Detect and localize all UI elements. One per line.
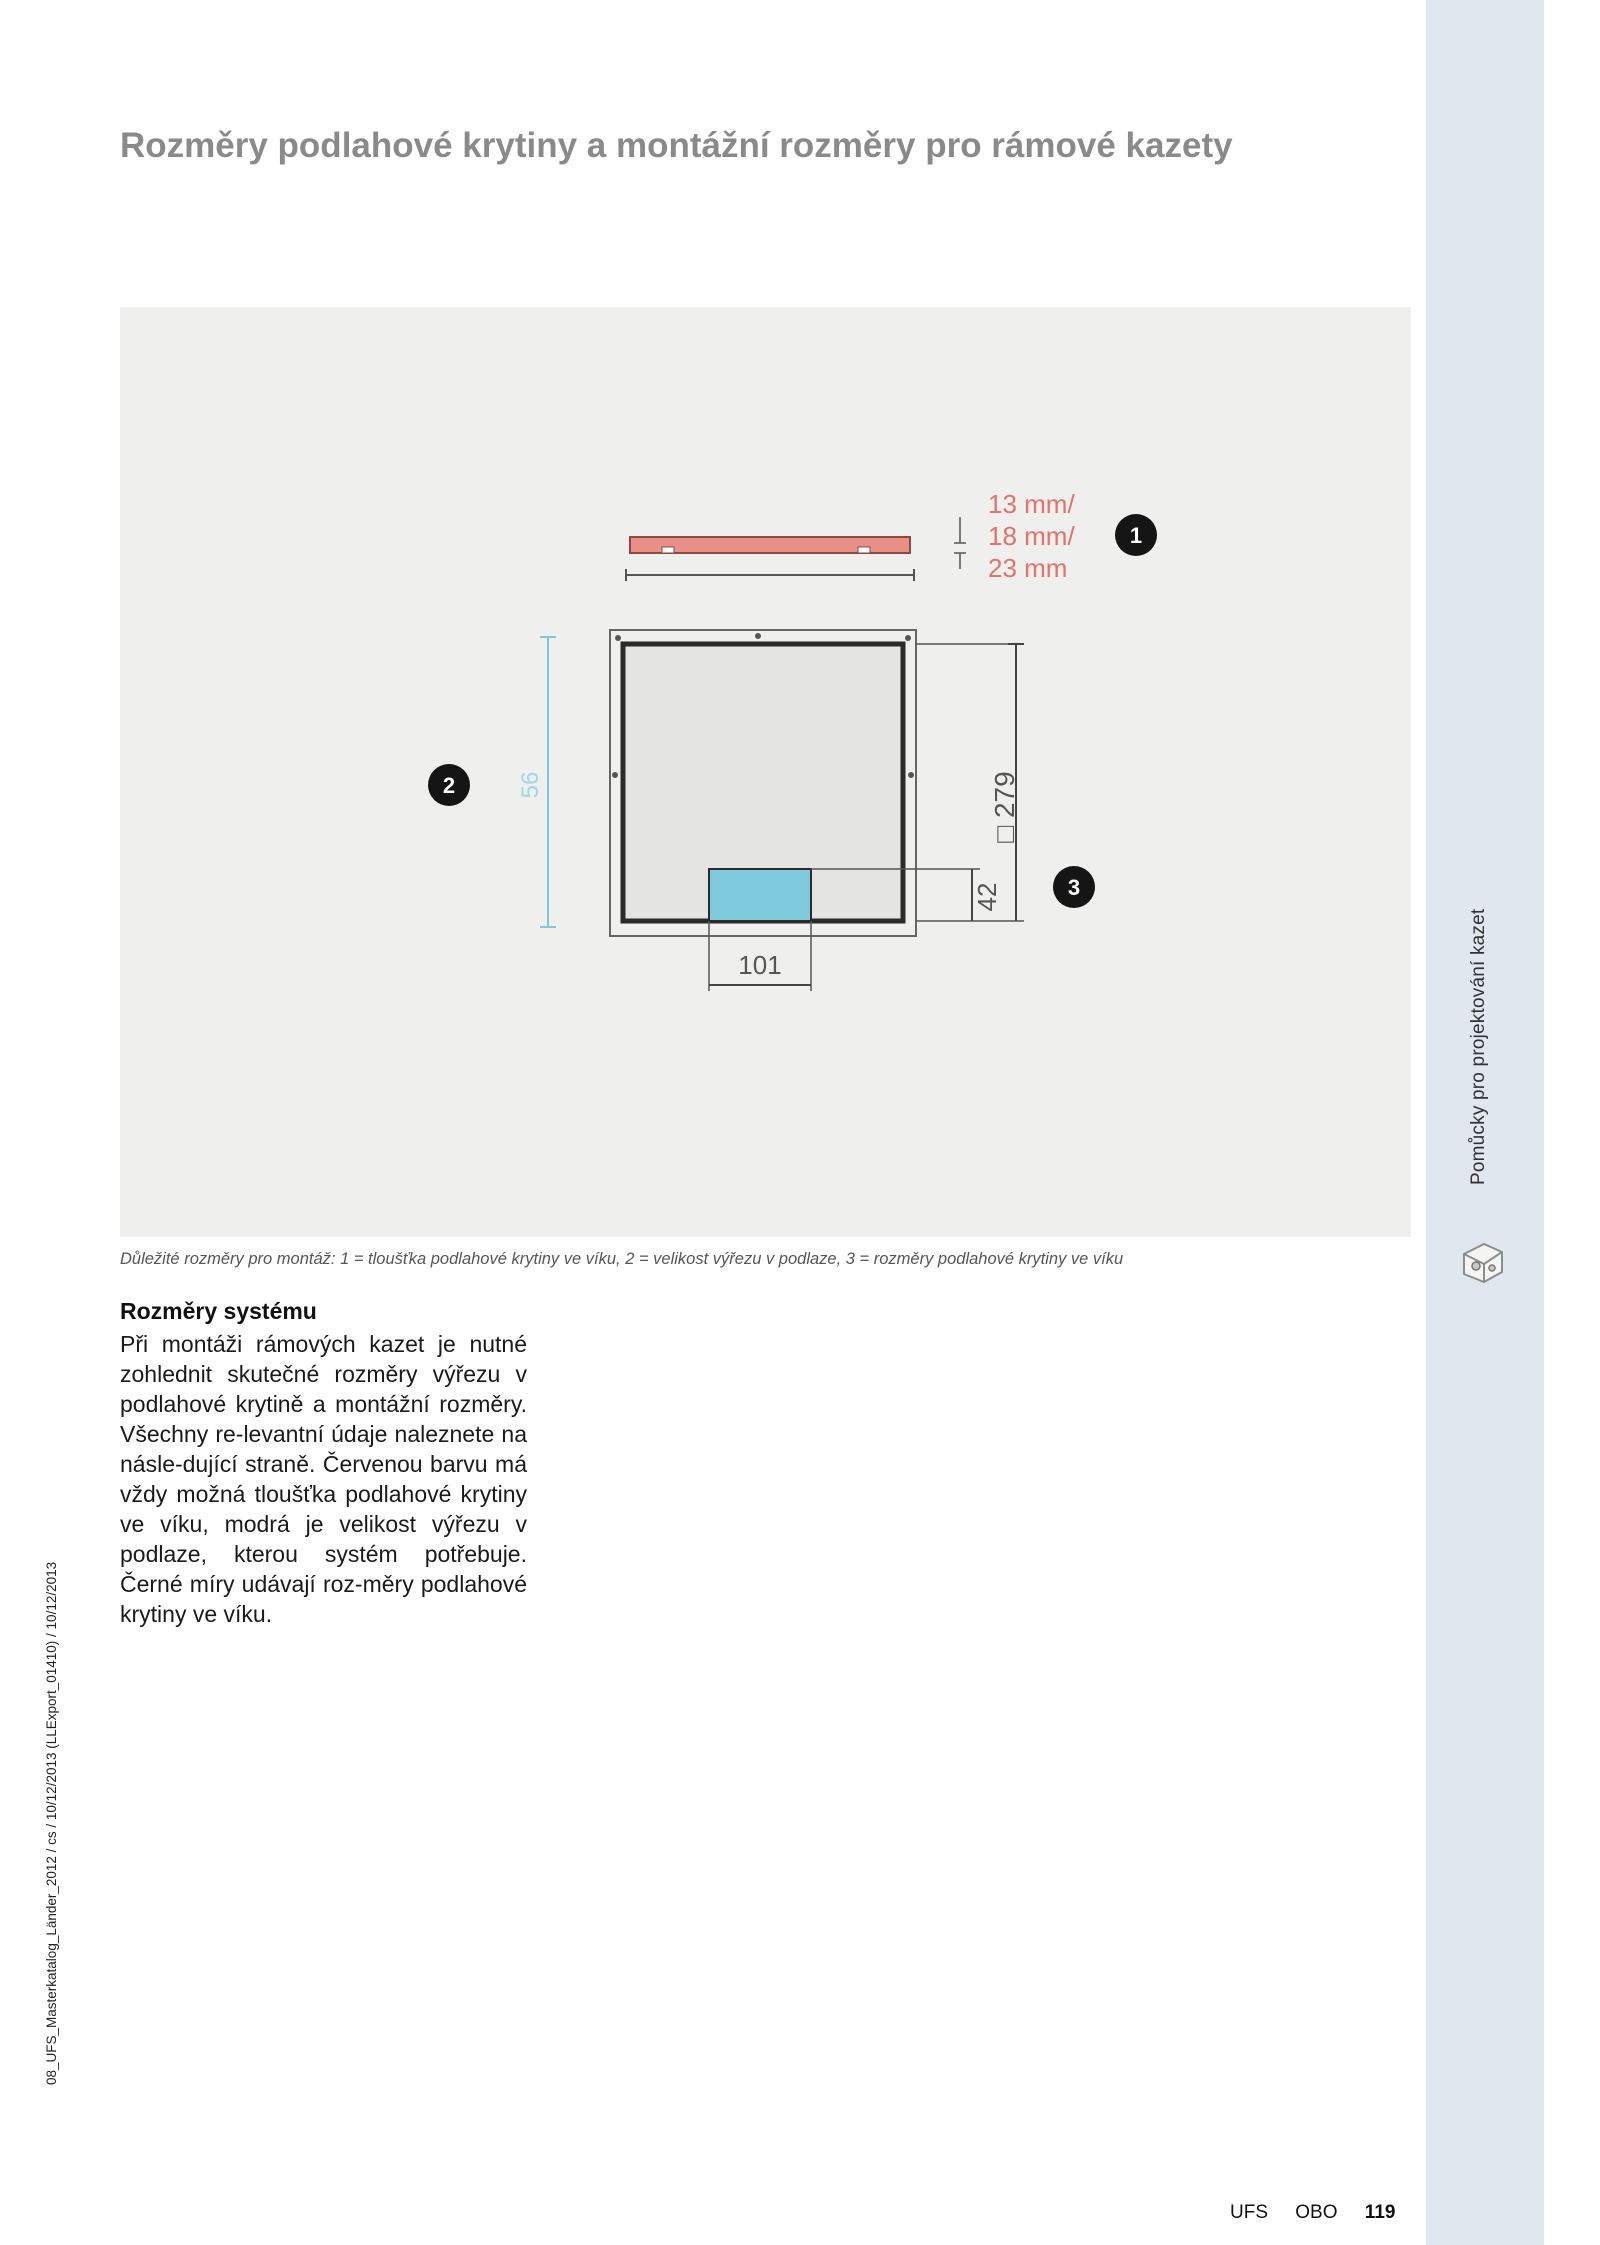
system-dimensions-section (120, 1298, 527, 1629)
sidebar-section-label: Pomůcky pro projektování kazet (1468, 908, 1489, 1185)
cover-clip-right (858, 547, 870, 553)
floor-box-icon (1456, 1236, 1508, 1292)
marker-2-label: 2 (442, 773, 456, 798)
mounting-dimensions-figure (120, 307, 1411, 1237)
marker-3-label: 3 (1067, 875, 1081, 900)
cover-size-dim-label: □ 279 (989, 771, 1020, 843)
footer-brand-ufs: UFS (1230, 2202, 1268, 2223)
page-number: 119 (1364, 2202, 1396, 2223)
thickness-label-13: 13 mm/ (988, 489, 1075, 519)
page-footer (1230, 2202, 1395, 2224)
outlet-width-dim-label: 101 (738, 950, 782, 980)
cable-outlet-cutout (709, 869, 811, 921)
dimension-drawing (120, 307, 1411, 1237)
lip-dim-label: 42 (972, 882, 1002, 912)
document-metadata: 08_UFS_Masterkatalog_Länder_2012 / cs / 10/12/2013 (LLExport_01410) / 10/12/2013 (44, 1561, 59, 2085)
cutout-dim-label: 56 (517, 771, 544, 799)
page-title: Rozměry podlahové krytiny a montážní rozměry pro rámové kazety (120, 126, 1233, 165)
thickness-label-18: 18 mm/ (988, 521, 1075, 551)
marker-1-label: 1 (1129, 523, 1143, 548)
thickness-label-23: 23 mm (988, 553, 1068, 583)
cover-clip-left (662, 547, 674, 553)
figure-caption: Důležité rozměry pro montáž: 1 = tloušťka podlahové krytiny ve víku, 2 = velikost výřezu v podlaze, 3 = rozměry podlahové krytiny ve víku (120, 1250, 1124, 1268)
footer-brand-obo: OBO (1295, 2202, 1338, 2223)
section-heading: Rozměry systému (120, 1298, 317, 1324)
section-body: Při montáži rámových kazet je nutné zohlednit skutečné rozměry výřezu v podlahové krytině a montážní rozměry. Všechny re-levantní údaje naleznete na násle-dující straně. Červenou barvu má vždy možná tloušťka podlahové krytiny ve víku, modrá je velikost výřezu v podlaze, kterou systém potřebuje. Černé míry udávají roz-měry podlahové krytiny ve víku. (120, 1331, 527, 1627)
